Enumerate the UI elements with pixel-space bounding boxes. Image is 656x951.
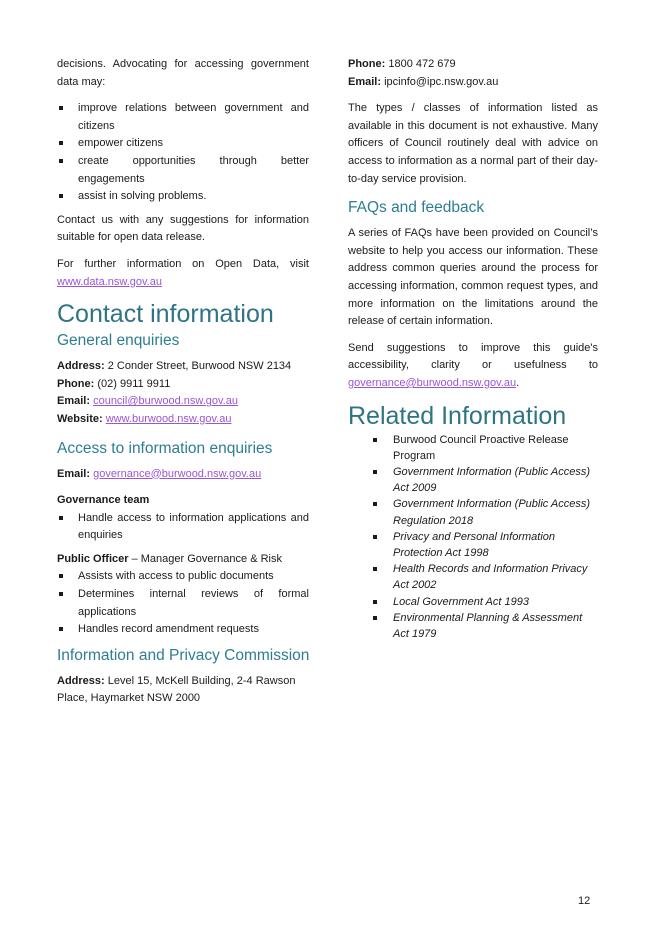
- open-data-benefits-list: [57, 100, 309, 206]
- faqs-feedback-heading: FAQs and feedback: [348, 199, 485, 217]
- square-bullet-icon: [59, 194, 63, 198]
- ipc-heading: Information and Privacy Commission: [57, 646, 310, 664]
- list-item: Local Government Act 1993: [348, 594, 598, 610]
- open-data-paragraph: For further information on Open Data, visit www.data.nsw.gov.au: [57, 257, 309, 288]
- general-enquiries-details: Address: 2 Conder Street, Burwood NSW 2134 Phone: (02) 9911 9911 Email: council@burwood.nsw.gov.au Website: www.burwood.nsw.gov.au: [57, 360, 292, 425]
- council-website-link[interactable]: www.burwood.nsw.gov.au: [105, 412, 232, 425]
- list-item: assist in solving problems.: [57, 188, 309, 206]
- square-bullet-icon: [59, 159, 63, 163]
- square-bullet-icon: [59, 627, 63, 631]
- list-item: Burwood Council Proactive Release Program: [348, 432, 598, 464]
- list-item: Environmental Planning & Assessment Act 1979: [348, 610, 598, 642]
- ipc-address: Address: Level 15, McKell Building, 2-4 Rawson Place, Haymarket NSW 2000: [57, 674, 296, 705]
- page-number: 12: [578, 895, 591, 907]
- square-bullet-icon: [373, 616, 377, 620]
- governance-team-title: Governance team: [57, 494, 150, 507]
- square-bullet-icon: [373, 470, 377, 474]
- phone-label: Phone:: [348, 58, 386, 70]
- email-label: Email:: [57, 467, 91, 480]
- access-to-information-heading: Access to information enquiries: [57, 439, 273, 457]
- square-bullet-icon: [59, 141, 63, 145]
- right-column: [348, 56, 598, 642]
- list-item: Assists with access to public documents: [57, 568, 309, 586]
- list-item: Determines internal reviews of formal applications: [57, 586, 309, 621]
- contact-information-heading: Contact information: [57, 300, 274, 329]
- list-item: Health Records and Information Privacy Act 2002: [348, 561, 598, 593]
- general-enquiries-heading: General enquiries: [57, 332, 180, 350]
- list-item: Privacy and Personal Information Protection Act 1998: [348, 529, 598, 561]
- left-column: [57, 56, 309, 717]
- square-bullet-icon: [59, 574, 63, 578]
- square-bullet-icon: [373, 600, 377, 604]
- faqs-paragraph: A series of FAQs have been provided on Council’s website to help you access our information. These address common queries around the process for accessing information, common request types, and more information on the limitations around the release of certain information.: [348, 227, 598, 328]
- access-email-line: [57, 466, 309, 484]
- email-label: Email:: [57, 395, 91, 408]
- list-item: Government Information (Public Access) Regulation 2018: [348, 496, 598, 528]
- list-item: Handle access to information applications and enquiries: [57, 510, 309, 545]
- governance-email-link[interactable]: governance@burwood.nsw.gov.au: [93, 467, 262, 480]
- types-paragraph: The types / classes of information listed as available in this document is not exhaustive. Many officers of Council routinely deal with advice on access to information as a normal part of their day-to-day service provision.: [348, 102, 598, 185]
- address-label: Address:: [57, 674, 105, 687]
- open-data-link[interactable]: www.data.nsw.gov.au: [57, 275, 162, 288]
- square-bullet-icon: [373, 438, 377, 442]
- list-item: Handles record amendment requests: [57, 621, 309, 639]
- email-label: Email:: [348, 75, 382, 88]
- contact-us-paragraph: Contact us with any suggestions for information suitable for open data release.: [57, 213, 309, 244]
- list-item: improve relations between government and citizens: [57, 100, 309, 135]
- website-label: Website:: [57, 412, 103, 425]
- send-suggestions-paragraph: Send suggestions to improve this guide's accessibility, clarity or usefulness to governance@burwood.nsw.gov.au.: [348, 341, 598, 389]
- phone-label: Phone:: [57, 377, 95, 390]
- council-email-link[interactable]: council@burwood.nsw.gov.au: [93, 395, 238, 408]
- square-bullet-icon: [373, 502, 377, 506]
- square-bullet-icon: [59, 516, 63, 520]
- intro-paragraph: decisions. Advocating for accessing government data may:: [57, 58, 309, 88]
- related-information-list: [348, 432, 598, 643]
- governance-team-list: [57, 510, 309, 545]
- list-item: empower citizens: [57, 135, 309, 153]
- list-item: Government Information (Public Access) Act 2009: [348, 464, 598, 496]
- related-information-heading: Related Information: [348, 401, 567, 430]
- square-bullet-icon: [373, 535, 377, 539]
- list-item: create opportunities through better engagements: [57, 153, 309, 188]
- public-officer-list: [57, 568, 309, 638]
- ipc-contact-lines: Phone: 1800 472 679 Email: ipcinfo@ipc.nsw.gov.au: [348, 58, 499, 88]
- address-label: Address:: [57, 360, 105, 373]
- square-bullet-icon: [59, 106, 63, 110]
- governance-email-link[interactable]: governance@burwood.nsw.gov.au: [348, 376, 517, 389]
- square-bullet-icon: [59, 592, 63, 596]
- square-bullet-icon: [373, 567, 377, 571]
- public-officer-title: Public Officer – Manager Governance & Risk: [57, 552, 282, 565]
